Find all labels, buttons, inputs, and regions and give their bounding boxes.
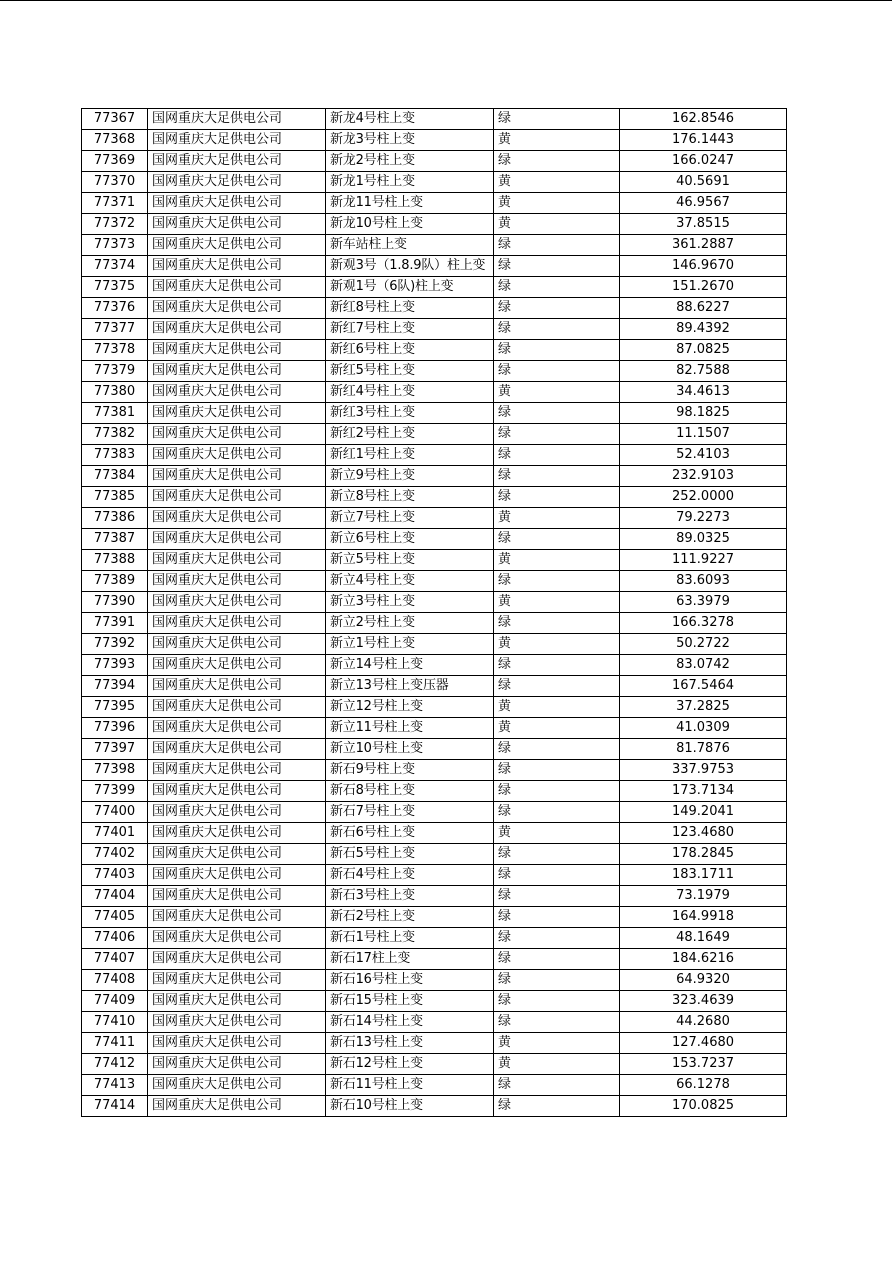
value-cell: 46.9567 — [620, 193, 787, 214]
status-cell: 黄 — [494, 718, 620, 739]
status-cell: 绿 — [494, 403, 620, 424]
table-row — [82, 886, 787, 907]
transformer-name-cell: 新龙2号柱上变 — [326, 151, 494, 172]
transformer-name-cell: 新石2号柱上变 — [326, 907, 494, 928]
value-cell: 178.2845 — [620, 844, 787, 865]
table-row — [82, 1054, 787, 1075]
row-id-cell: 77395 — [82, 697, 148, 718]
company-cell: 国网重庆大足供电公司 — [148, 1054, 326, 1075]
status-cell: 绿 — [494, 928, 620, 949]
transformer-name-cell: 新龙3号柱上变 — [326, 130, 494, 151]
table-row — [82, 109, 787, 130]
company-cell: 国网重庆大足供电公司 — [148, 739, 326, 760]
status-cell: 绿 — [494, 340, 620, 361]
row-id-cell: 77384 — [82, 466, 148, 487]
table-row — [82, 1075, 787, 1096]
value-cell: 127.4680 — [620, 1033, 787, 1054]
value-cell: 167.5464 — [620, 676, 787, 697]
row-id-cell: 77388 — [82, 550, 148, 571]
company-cell: 国网重庆大足供电公司 — [148, 1033, 326, 1054]
row-id-cell: 77407 — [82, 949, 148, 970]
row-id-cell: 77413 — [82, 1075, 148, 1096]
table-row — [82, 571, 787, 592]
value-cell: 153.7237 — [620, 1054, 787, 1075]
table-row — [82, 340, 787, 361]
table-row — [82, 1012, 787, 1033]
transformer-name-cell: 新红5号柱上变 — [326, 361, 494, 382]
table-row — [82, 382, 787, 403]
status-cell: 绿 — [494, 571, 620, 592]
transformer-name-cell: 新红1号柱上变 — [326, 445, 494, 466]
status-cell: 黄 — [494, 1033, 620, 1054]
table-row — [82, 319, 787, 340]
row-id-cell: 77411 — [82, 1033, 148, 1054]
row-id-cell: 77402 — [82, 844, 148, 865]
company-cell: 国网重庆大足供电公司 — [148, 508, 326, 529]
company-cell: 国网重庆大足供电公司 — [148, 760, 326, 781]
value-cell: 11.1507 — [620, 424, 787, 445]
transformer-name-cell: 新立2号柱上变 — [326, 613, 494, 634]
status-cell: 绿 — [494, 886, 620, 907]
row-id-cell: 77378 — [82, 340, 148, 361]
status-cell: 黄 — [494, 172, 620, 193]
table-row — [82, 445, 787, 466]
value-cell: 37.2825 — [620, 697, 787, 718]
table-row — [82, 466, 787, 487]
row-id-cell: 77386 — [82, 508, 148, 529]
status-cell: 绿 — [494, 319, 620, 340]
company-cell: 国网重庆大足供电公司 — [148, 445, 326, 466]
table-row — [82, 991, 787, 1012]
value-cell: 82.7588 — [620, 361, 787, 382]
value-cell: 111.9227 — [620, 550, 787, 571]
company-cell: 国网重庆大足供电公司 — [148, 487, 326, 508]
company-cell: 国网重庆大足供电公司 — [148, 340, 326, 361]
company-cell: 国网重庆大足供电公司 — [148, 928, 326, 949]
transformer-name-cell: 新立11号柱上变 — [326, 718, 494, 739]
value-cell: 170.0825 — [620, 1096, 787, 1117]
value-cell: 87.0825 — [620, 340, 787, 361]
row-id-cell: 77375 — [82, 277, 148, 298]
transformer-name-cell: 新立9号柱上变 — [326, 466, 494, 487]
row-id-cell: 77371 — [82, 193, 148, 214]
table-row — [82, 214, 787, 235]
transformer-name-cell: 新石3号柱上变 — [326, 886, 494, 907]
table-row — [82, 193, 787, 214]
status-cell: 黄 — [494, 550, 620, 571]
company-cell: 国网重庆大足供电公司 — [148, 613, 326, 634]
transformer-name-cell: 新石7号柱上变 — [326, 802, 494, 823]
row-id-cell: 77393 — [82, 655, 148, 676]
transformer-name-cell: 新石15号柱上变 — [326, 991, 494, 1012]
company-cell: 国网重庆大足供电公司 — [148, 592, 326, 613]
status-cell: 绿 — [494, 781, 620, 802]
transformer-name-cell: 新石8号柱上变 — [326, 781, 494, 802]
status-cell: 绿 — [494, 865, 620, 886]
row-id-cell: 77381 — [82, 403, 148, 424]
status-cell: 绿 — [494, 949, 620, 970]
status-cell: 绿 — [494, 466, 620, 487]
table-row — [82, 970, 787, 991]
row-id-cell: 77382 — [82, 424, 148, 445]
row-id-cell: 77396 — [82, 718, 148, 739]
company-cell: 国网重庆大足供电公司 — [148, 151, 326, 172]
page-top-rule — [0, 0, 892, 1]
transformer-name-cell: 新红8号柱上变 — [326, 298, 494, 319]
transformer-name-cell: 新立13号柱上变压器 — [326, 676, 494, 697]
table-row — [82, 823, 787, 844]
transformer-name-cell: 新石11号柱上变 — [326, 1075, 494, 1096]
value-cell: 41.0309 — [620, 718, 787, 739]
value-cell: 164.9918 — [620, 907, 787, 928]
value-cell: 123.4680 — [620, 823, 787, 844]
transformer-name-cell: 新石6号柱上变 — [326, 823, 494, 844]
row-id-cell: 77400 — [82, 802, 148, 823]
value-cell: 64.9320 — [620, 970, 787, 991]
status-cell: 绿 — [494, 256, 620, 277]
table-row — [82, 256, 787, 277]
company-cell: 国网重庆大足供电公司 — [148, 697, 326, 718]
status-cell: 黄 — [494, 382, 620, 403]
row-id-cell: 77391 — [82, 613, 148, 634]
value-cell: 98.1825 — [620, 403, 787, 424]
status-cell: 黄 — [494, 214, 620, 235]
table-row — [82, 172, 787, 193]
value-cell: 52.4103 — [620, 445, 787, 466]
value-cell: 162.8546 — [620, 109, 787, 130]
table-row — [82, 844, 787, 865]
value-cell: 48.1649 — [620, 928, 787, 949]
transformer-name-cell: 新红2号柱上变 — [326, 424, 494, 445]
company-cell: 国网重庆大足供电公司 — [148, 655, 326, 676]
status-cell: 绿 — [494, 739, 620, 760]
transformer-name-cell: 新立8号柱上变 — [326, 487, 494, 508]
value-cell: 83.0742 — [620, 655, 787, 676]
transformer-name-cell: 新立6号柱上变 — [326, 529, 494, 550]
value-cell: 176.1443 — [620, 130, 787, 151]
transformer-name-cell: 新红7号柱上变 — [326, 319, 494, 340]
company-cell: 国网重庆大足供电公司 — [148, 235, 326, 256]
company-cell: 国网重庆大足供电公司 — [148, 1096, 326, 1117]
transformer-name-cell: 新观3号（1.8.9队）柱上变 — [326, 256, 494, 277]
value-cell: 89.0325 — [620, 529, 787, 550]
transformer-name-cell: 新立12号柱上变 — [326, 697, 494, 718]
status-cell: 绿 — [494, 613, 620, 634]
value-cell: 232.9103 — [620, 466, 787, 487]
row-id-cell: 77376 — [82, 298, 148, 319]
transformer-name-cell: 新石17柱上变 — [326, 949, 494, 970]
table-row — [82, 781, 787, 802]
company-cell: 国网重庆大足供电公司 — [148, 781, 326, 802]
company-cell: 国网重庆大足供电公司 — [148, 130, 326, 151]
table-row — [82, 1096, 787, 1117]
table-row — [82, 613, 787, 634]
row-id-cell: 77398 — [82, 760, 148, 781]
row-id-cell: 77385 — [82, 487, 148, 508]
value-cell: 166.0247 — [620, 151, 787, 172]
status-cell: 绿 — [494, 760, 620, 781]
table-row — [82, 550, 787, 571]
status-cell: 绿 — [494, 361, 620, 382]
status-cell: 绿 — [494, 1096, 620, 1117]
table-row — [82, 130, 787, 151]
value-cell: 83.6093 — [620, 571, 787, 592]
company-cell: 国网重庆大足供电公司 — [148, 382, 326, 403]
table-row — [82, 235, 787, 256]
value-cell: 37.8515 — [620, 214, 787, 235]
transformer-name-cell: 新石16号柱上变 — [326, 970, 494, 991]
transformer-name-cell: 新立5号柱上变 — [326, 550, 494, 571]
table-row — [82, 487, 787, 508]
row-id-cell: 77383 — [82, 445, 148, 466]
status-cell: 绿 — [494, 424, 620, 445]
transformer-name-cell: 新红3号柱上变 — [326, 403, 494, 424]
table-row — [82, 739, 787, 760]
company-cell: 国网重庆大足供电公司 — [148, 361, 326, 382]
status-cell: 绿 — [494, 151, 620, 172]
row-id-cell: 77404 — [82, 886, 148, 907]
transformer-name-cell: 新观1号（6队)柱上变 — [326, 277, 494, 298]
transformer-name-cell: 新车站柱上变 — [326, 235, 494, 256]
transformer-name-cell: 新石12号柱上变 — [326, 1054, 494, 1075]
transformer-name-cell: 新龙4号柱上变 — [326, 109, 494, 130]
company-cell: 国网重庆大足供电公司 — [148, 718, 326, 739]
status-cell: 绿 — [494, 487, 620, 508]
value-cell: 323.4639 — [620, 991, 787, 1012]
status-cell: 绿 — [494, 445, 620, 466]
row-id-cell: 77405 — [82, 907, 148, 928]
company-cell: 国网重庆大足供电公司 — [148, 907, 326, 928]
company-cell: 国网重庆大足供电公司 — [148, 529, 326, 550]
transformer-name-cell: 新龙10号柱上变 — [326, 214, 494, 235]
status-cell: 绿 — [494, 529, 620, 550]
table-row — [82, 529, 787, 550]
value-cell: 337.9753 — [620, 760, 787, 781]
transformer-name-cell: 新立14号柱上变 — [326, 655, 494, 676]
value-cell: 63.3979 — [620, 592, 787, 613]
table-row — [82, 403, 787, 424]
status-cell: 黄 — [494, 508, 620, 529]
transformer-name-cell: 新石5号柱上变 — [326, 844, 494, 865]
table-row — [82, 760, 787, 781]
status-cell: 绿 — [494, 109, 620, 130]
row-id-cell: 77368 — [82, 130, 148, 151]
company-cell: 国网重庆大足供电公司 — [148, 1075, 326, 1096]
table-row — [82, 298, 787, 319]
status-cell: 绿 — [494, 802, 620, 823]
table-row — [82, 634, 787, 655]
row-id-cell: 77399 — [82, 781, 148, 802]
table-row — [82, 949, 787, 970]
row-id-cell: 77414 — [82, 1096, 148, 1117]
row-id-cell: 77369 — [82, 151, 148, 172]
table-body — [82, 109, 787, 1117]
value-cell: 79.2273 — [620, 508, 787, 529]
status-cell: 绿 — [494, 235, 620, 256]
row-id-cell: 77409 — [82, 991, 148, 1012]
value-cell: 40.5691 — [620, 172, 787, 193]
transformer-name-cell: 新红6号柱上变 — [326, 340, 494, 361]
row-id-cell: 77394 — [82, 676, 148, 697]
table-row — [82, 907, 787, 928]
company-cell: 国网重庆大足供电公司 — [148, 214, 326, 235]
company-cell: 国网重庆大足供电公司 — [148, 676, 326, 697]
row-id-cell: 77372 — [82, 214, 148, 235]
status-cell: 黄 — [494, 1054, 620, 1075]
status-cell: 绿 — [494, 655, 620, 676]
table-row — [82, 508, 787, 529]
value-cell: 81.7876 — [620, 739, 787, 760]
row-id-cell: 77379 — [82, 361, 148, 382]
status-cell: 黄 — [494, 592, 620, 613]
table-row — [82, 424, 787, 445]
value-cell: 151.2670 — [620, 277, 787, 298]
value-cell: 73.1979 — [620, 886, 787, 907]
transformer-name-cell: 新石4号柱上变 — [326, 865, 494, 886]
company-cell: 国网重庆大足供电公司 — [148, 550, 326, 571]
transformer-name-cell: 新立1号柱上变 — [326, 634, 494, 655]
status-cell: 黄 — [494, 193, 620, 214]
company-cell: 国网重庆大足供电公司 — [148, 298, 326, 319]
company-cell: 国网重庆大足供电公司 — [148, 193, 326, 214]
row-id-cell: 77370 — [82, 172, 148, 193]
table-row — [82, 592, 787, 613]
value-cell: 66.1278 — [620, 1075, 787, 1096]
row-id-cell: 77374 — [82, 256, 148, 277]
company-cell: 国网重庆大足供电公司 — [148, 865, 326, 886]
table-row — [82, 277, 787, 298]
company-cell: 国网重庆大足供电公司 — [148, 886, 326, 907]
row-id-cell: 77401 — [82, 823, 148, 844]
row-id-cell: 77390 — [82, 592, 148, 613]
table-row — [82, 928, 787, 949]
transformer-name-cell: 新石1号柱上变 — [326, 928, 494, 949]
status-cell: 绿 — [494, 298, 620, 319]
row-id-cell: 77380 — [82, 382, 148, 403]
company-cell: 国网重庆大足供电公司 — [148, 172, 326, 193]
company-cell: 国网重庆大足供电公司 — [148, 802, 326, 823]
row-id-cell: 77373 — [82, 235, 148, 256]
value-cell: 44.2680 — [620, 1012, 787, 1033]
table-row — [82, 697, 787, 718]
transformer-name-cell: 新红4号柱上变 — [326, 382, 494, 403]
table-row — [82, 151, 787, 172]
transformer-name-cell: 新立3号柱上变 — [326, 592, 494, 613]
row-id-cell: 77377 — [82, 319, 148, 340]
transformer-name-cell: 新石10号柱上变 — [326, 1096, 494, 1117]
company-cell: 国网重庆大足供电公司 — [148, 403, 326, 424]
table-row — [82, 718, 787, 739]
status-cell: 黄 — [494, 823, 620, 844]
status-cell: 绿 — [494, 907, 620, 928]
status-cell: 黄 — [494, 634, 620, 655]
value-cell: 89.4392 — [620, 319, 787, 340]
data-table — [81, 108, 787, 1117]
table-row — [82, 361, 787, 382]
value-cell: 88.6227 — [620, 298, 787, 319]
status-cell: 黄 — [494, 130, 620, 151]
status-cell: 绿 — [494, 970, 620, 991]
status-cell: 绿 — [494, 991, 620, 1012]
transformer-name-cell: 新龙1号柱上变 — [326, 172, 494, 193]
value-cell: 184.6216 — [620, 949, 787, 970]
value-cell: 166.3278 — [620, 613, 787, 634]
company-cell: 国网重庆大足供电公司 — [148, 571, 326, 592]
row-id-cell: 77397 — [82, 739, 148, 760]
company-cell: 国网重庆大足供电公司 — [148, 256, 326, 277]
status-cell: 绿 — [494, 676, 620, 697]
row-id-cell: 77367 — [82, 109, 148, 130]
row-id-cell: 77387 — [82, 529, 148, 550]
status-cell: 绿 — [494, 1075, 620, 1096]
row-id-cell: 77389 — [82, 571, 148, 592]
company-cell: 国网重庆大足供电公司 — [148, 319, 326, 340]
value-cell: 361.2887 — [620, 235, 787, 256]
company-cell: 国网重庆大足供电公司 — [148, 277, 326, 298]
value-cell: 183.1711 — [620, 865, 787, 886]
transformer-name-cell: 新立10号柱上变 — [326, 739, 494, 760]
transformer-name-cell: 新立7号柱上变 — [326, 508, 494, 529]
company-cell: 国网重庆大足供电公司 — [148, 634, 326, 655]
row-id-cell: 77392 — [82, 634, 148, 655]
status-cell: 黄 — [494, 697, 620, 718]
company-cell: 国网重庆大足供电公司 — [148, 991, 326, 1012]
value-cell: 149.2041 — [620, 802, 787, 823]
transformer-name-cell: 新石14号柱上变 — [326, 1012, 494, 1033]
table-row — [82, 1033, 787, 1054]
transformer-name-cell: 新石13号柱上变 — [326, 1033, 494, 1054]
table-row — [82, 802, 787, 823]
status-cell: 绿 — [494, 1012, 620, 1033]
value-cell: 50.2722 — [620, 634, 787, 655]
table-row — [82, 865, 787, 886]
company-cell: 国网重庆大足供电公司 — [148, 844, 326, 865]
value-cell: 146.9670 — [620, 256, 787, 277]
value-cell: 34.4613 — [620, 382, 787, 403]
row-id-cell: 77403 — [82, 865, 148, 886]
table-row — [82, 655, 787, 676]
company-cell: 国网重庆大足供电公司 — [148, 949, 326, 970]
company-cell: 国网重庆大足供电公司 — [148, 424, 326, 445]
transformer-name-cell: 新龙11号柱上变 — [326, 193, 494, 214]
row-id-cell: 77412 — [82, 1054, 148, 1075]
status-cell: 绿 — [494, 277, 620, 298]
transformer-name-cell: 新石9号柱上变 — [326, 760, 494, 781]
company-cell: 国网重庆大足供电公司 — [148, 109, 326, 130]
row-id-cell: 77410 — [82, 1012, 148, 1033]
table-row — [82, 676, 787, 697]
row-id-cell: 77408 — [82, 970, 148, 991]
status-cell: 绿 — [494, 844, 620, 865]
company-cell: 国网重庆大足供电公司 — [148, 970, 326, 991]
value-cell: 252.0000 — [620, 487, 787, 508]
transformer-name-cell: 新立4号柱上变 — [326, 571, 494, 592]
company-cell: 国网重庆大足供电公司 — [148, 823, 326, 844]
row-id-cell: 77406 — [82, 928, 148, 949]
value-cell: 173.7134 — [620, 781, 787, 802]
company-cell: 国网重庆大足供电公司 — [148, 1012, 326, 1033]
company-cell: 国网重庆大足供电公司 — [148, 466, 326, 487]
